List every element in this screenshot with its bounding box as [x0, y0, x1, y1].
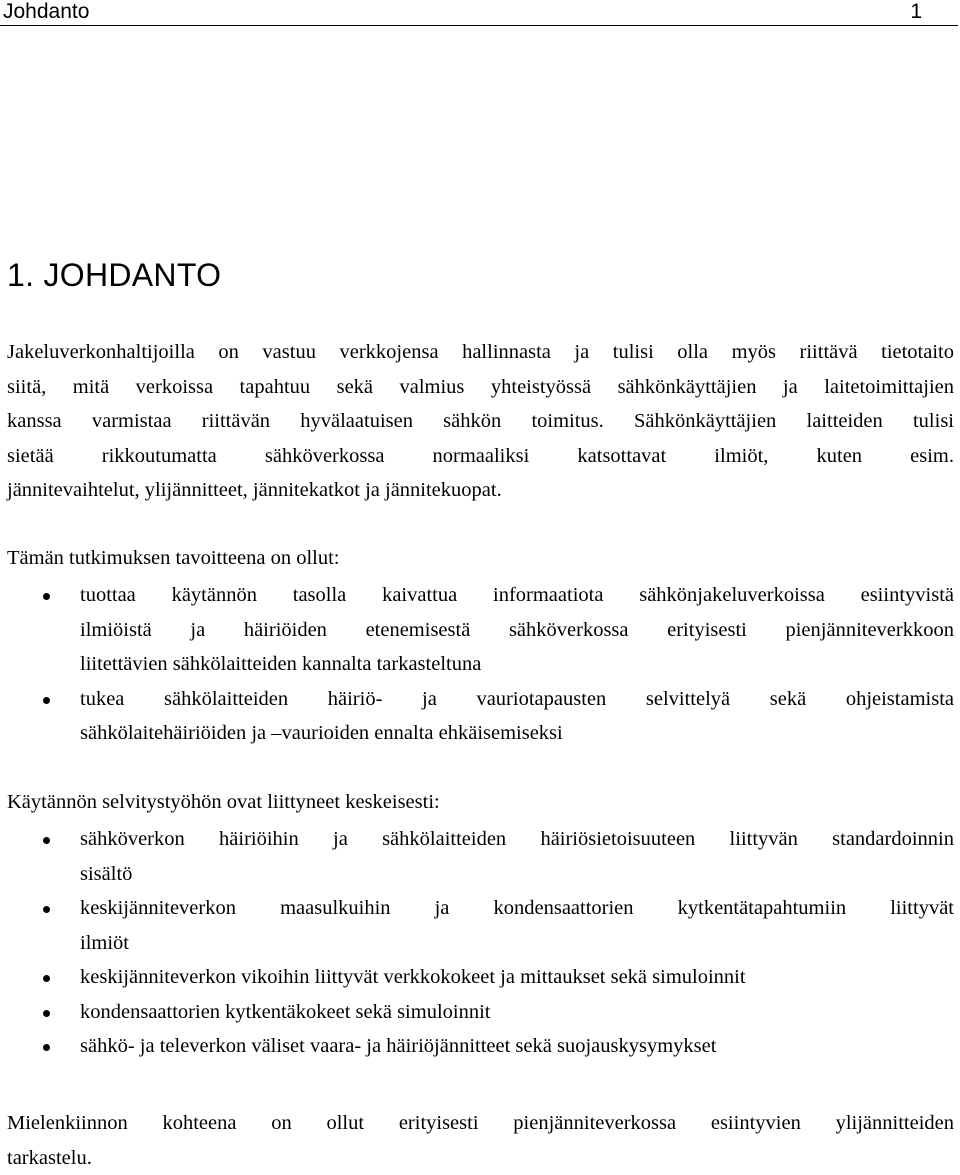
list-item	[0, 822, 954, 891]
list-item-line: tukea sähkölaitteiden häiriö- ja vauriotapausten selvittelyä sekä ohjeistamista	[80, 682, 954, 717]
section-heading: 1. JOHDANTO	[7, 257, 221, 294]
list-item-line: ilmiöt	[80, 926, 954, 961]
list-item-line: sähkö- ja televerkon väliset vaara- ja häiriöjännitteet sekä suojauskysymykset	[80, 1029, 954, 1064]
list-item	[0, 682, 954, 751]
issues-intro-text: Käytännön selvitystyöhön ovat liittyneet keskeisesti:	[7, 785, 954, 820]
intro-line: jännitevaihtelut, ylijännitteet, jännitekatkot ja jännitekuopat.	[7, 473, 954, 508]
bullet-icon	[43, 697, 50, 704]
intro-line: Jakeluverkonhaltijoilla on vastuu verkkojensa hallinnasta ja tulisi olla myös riittävä tietotaito	[7, 335, 954, 370]
list-item	[0, 578, 954, 682]
intro-line: sietää rikkoutumatta sähköverkossa normaaliksi katsottavat ilmiöt, kuten esim.	[7, 439, 954, 474]
goals-intro-text: Tämän tutkimuksen tavoitteena on ollut:	[7, 541, 954, 576]
list-item-line: kondensaattorien kytkentäkokeet sekä simuloinnit	[80, 995, 954, 1030]
goals-intro	[7, 541, 954, 576]
header-page-number: 1	[910, 0, 922, 24]
page-header	[0, 0, 958, 26]
list-item-line: sähköverkon häiriöihin ja sähkölaitteiden häiriösietoisuuteen liittyvän standardoinnin	[80, 822, 954, 857]
closing-line: tarkastelu.	[7, 1141, 954, 1175]
intro-line: siitä, mitä verkoissa tapahtuu sekä valmius yhteistyössä sähkönkäyttäjien ja laitetoimittajien	[7, 370, 954, 405]
list-item-line: sisältö	[80, 857, 954, 892]
header-title: Johdanto	[3, 0, 89, 24]
list-item	[0, 891, 954, 960]
issues-intro	[7, 785, 954, 820]
bullet-icon	[43, 593, 50, 600]
bullet-icon	[43, 906, 50, 913]
goals-list	[0, 578, 960, 751]
bullet-icon	[43, 975, 50, 982]
list-item	[0, 960, 954, 995]
list-item-line: keskijänniteverkon vikoihin liittyvät verkkokokeet ja mittaukset sekä simuloinnit	[80, 960, 954, 995]
list-item-line: keskijänniteverkon maasulkuihin ja kondensaattorien kytkentätapahtumiin liittyvät	[80, 891, 954, 926]
list-item-line: tuottaa käytännön tasolla kaivattua informaatiota sähkönjakeluverkoissa esiintyvistä	[80, 578, 954, 613]
list-item-line: liitettävien sähkölaitteiden kannalta tarkasteltuna	[80, 647, 954, 682]
bullet-icon	[43, 1010, 50, 1017]
bullet-icon	[43, 1044, 50, 1051]
list-item	[0, 1029, 954, 1064]
intro-paragraph	[7, 335, 954, 508]
list-item-line: sähkölaitehäiriöiden ja –vaurioiden ennalta ehkäisemiseksi	[80, 716, 954, 751]
issues-list	[0, 822, 960, 1064]
closing-paragraph	[7, 1106, 954, 1175]
list-item-line: ilmiöistä ja häiriöiden etenemisestä sähköverkossa erityisesti pienjänniteverkkoon	[80, 613, 954, 648]
list-item	[0, 995, 954, 1030]
intro-line: kanssa varmistaa riittävän hyvälaatuisen sähkön toimitus. Sähkönkäyttäjien laitteiden tulisi	[7, 404, 954, 439]
bullet-icon	[43, 837, 50, 844]
closing-line: Mielenkiinnon kohteena on ollut erityisesti pienjänniteverkossa esiintyvien ylijännitteiden	[7, 1106, 954, 1141]
